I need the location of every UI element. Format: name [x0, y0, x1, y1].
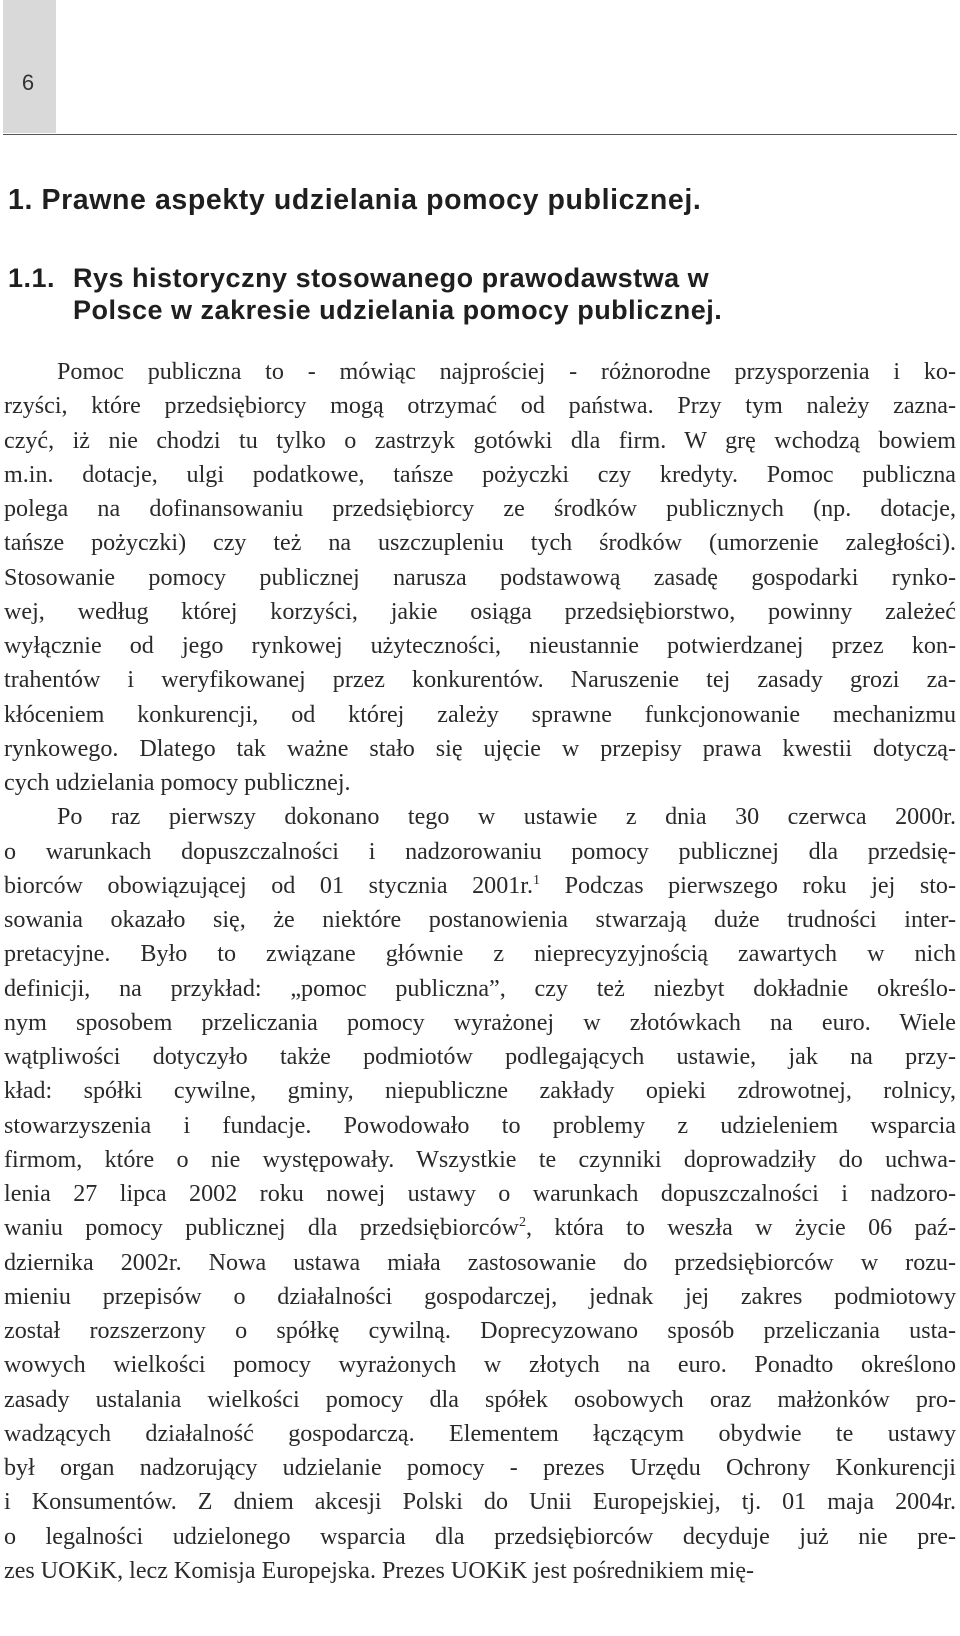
body-text-line	[4, 869, 956, 903]
body-text-line: pretacyjne. Było to związane głównie z nieprecyzyjnością zawartych w nich	[4, 941, 956, 968]
body-text-line: i Konsumentów. Z dniem akcesji Polski do Unii Europejskiej, tj. 01 maja 2004r.	[4, 1489, 956, 1516]
body-text-line: polega na dofinansowaniu przedsiębiorcy ze środków publicznych (np. dotacje,	[4, 496, 956, 522]
body-text-line: firmom, które o nie występowały. Wszystkie te czynniki doprowadziły do uchwa-	[4, 1146, 956, 1173]
section-number: 1.1.	[8, 263, 56, 293]
body-text-line: Po raz pierwszy dokonano tego w ustawie z dnia 30 czerwca 2000r.	[57, 804, 956, 831]
line-text: , która to weszła w życie 06 paź-	[525, 1215, 957, 1242]
body-text-line: został rozszerzony o spółkę cywilną. Doprecyzowano sposób przeliczania usta-	[4, 1318, 956, 1344]
body-text-line: cych udzielania pomocy publicznej.	[4, 770, 351, 796]
body-text-line: czyć, iż nie chodzi tu tylko o zastrzyk gotówki dla firm. W grę wchodzą bowiem	[4, 427, 956, 454]
body-text-line: rynkowego. Dlatego tak ważne stało się ujęcie w przepisy prawa kwestii dotyczą-	[4, 735, 956, 762]
body-text-line: rzyści, które przedsiębiorcy mogą otrzymać od państwa. Przy tym należy zazna-	[4, 393, 956, 420]
body-text-line: sowania okazało się, że niektóre postanowienia stwarzają duże trudności inter-	[4, 907, 956, 933]
body-text-line	[4, 1211, 956, 1245]
body-text	[4, 355, 956, 1588]
body-text-line: tańsze pożyczki) czy też na uszczupleniu tych środków (umorzenie zaległości).	[4, 530, 956, 557]
footnote-reference[interactable]: 1	[533, 872, 541, 888]
line-text: biorców obowiązującej od 01 stycznia 2001r.	[4, 872, 534, 899]
section-title	[8, 262, 722, 326]
section-title-line-2: Polsce w zakresie udzielania pomocy publicznej.	[73, 295, 723, 325]
body-text-line: m.in. dotacje, ulgi podatkowe, tańsze pożyczki czy kredyty. Pomoc publiczna	[4, 461, 956, 488]
body-text-line: nym sposobem przeliczania pomocy wyrażonej w złotówkach na euro. Wiele	[4, 1009, 956, 1036]
body-text-line: wątpliwości dotyczyło także podmiotów podlegających ustawie, jak na przy-	[4, 1044, 956, 1070]
body-text-line: zasady ustalania wielkości pomocy dla spółek osobowych oraz małżonków pro-	[4, 1386, 956, 1413]
line-text: waniu pomocy publicznej dla przedsiębiorców	[4, 1215, 519, 1242]
body-text-line: wadzących działalność gospodarczą. Elementem łączącym obydwie te ustawy	[4, 1420, 956, 1447]
body-text-line: lenia 27 lipca 2002 roku nowej ustawy o warunkach dopuszczalności i nadzoro-	[4, 1181, 956, 1207]
body-text-line: Stosowanie pomocy publicznej narusza podstawową zasadę gospodarki rynko-	[4, 564, 956, 591]
section-title-line-1: Rys historyczny stosowanego prawodawstwa w	[73, 263, 710, 293]
footnote-reference[interactable]: 2	[518, 1215, 526, 1231]
body-text-line: zes UOKiK, lecz Komisja Europejska. Prezes UOKiK jest pośrednikiem mię-	[4, 1557, 755, 1584]
body-text-line: wej, według której korzyści, jakie osiąga przedsiębiorstwo, powinny zależeć	[4, 598, 956, 625]
page-number-tab	[3, 0, 56, 133]
body-text-line: dziernika 2002r. Nowa ustawa miała zastosowanie do przedsiębiorców w rozu-	[4, 1249, 956, 1276]
header-rule	[3, 134, 957, 135]
body-text-line: definicji, na przykład: „pomoc publiczna”, czy też niezbyt dokładnie określo-	[4, 975, 956, 1002]
body-text-line: wyłącznie od jego rynkowej użyteczności, nieustannie potwierdzanej przez kon-	[4, 633, 956, 659]
chapter-title: 1. Prawne aspekty udzielania pomocy publicznej.	[8, 184, 702, 216]
body-text-line: wowych wielkości pomocy wyrażonych w złotych na euro. Ponadto określono	[4, 1352, 956, 1379]
body-text-line: o warunkach dopuszczalności i nadzorowaniu pomocy publicznej dla przedsię-	[4, 838, 956, 865]
body-text-line: mieniu przepisów o działalności gospodarczej, jednak jej zakres podmiotowy	[4, 1283, 956, 1310]
body-text-line: o legalności udzielonego wsparcia dla przedsiębiorców decyduje już nie pre-	[4, 1523, 956, 1550]
body-text-line: trahentów i weryfikowanej przez konkurentów. Naruszenie tej zasady grozi za-	[4, 667, 956, 694]
body-text-line: Pomoc publiczna to - mówiąc najprościej - różnorodne przysporzenia i ko-	[57, 359, 956, 385]
body-text-line: był organ nadzorujący udzielanie pomocy - prezes Urzędu Ochrony Konkurencji	[4, 1455, 956, 1481]
body-text-line: kład: spółki cywilne, gminy, niepubliczne zakłady opieki zdrowotnej, rolnicy,	[4, 1078, 956, 1105]
page-number: 6	[21, 70, 35, 95]
body-text-line: kłóceniem konkurencji, od której zależy sprawne funkcjonowanie mechanizmu	[4, 701, 956, 728]
line-text: Podczas pierwszego roku jej sto-	[540, 872, 956, 899]
body-text-line: stowarzyszenia i fundacje. Powodowało to problemy z udzieleniem wsparcia	[4, 1112, 956, 1139]
